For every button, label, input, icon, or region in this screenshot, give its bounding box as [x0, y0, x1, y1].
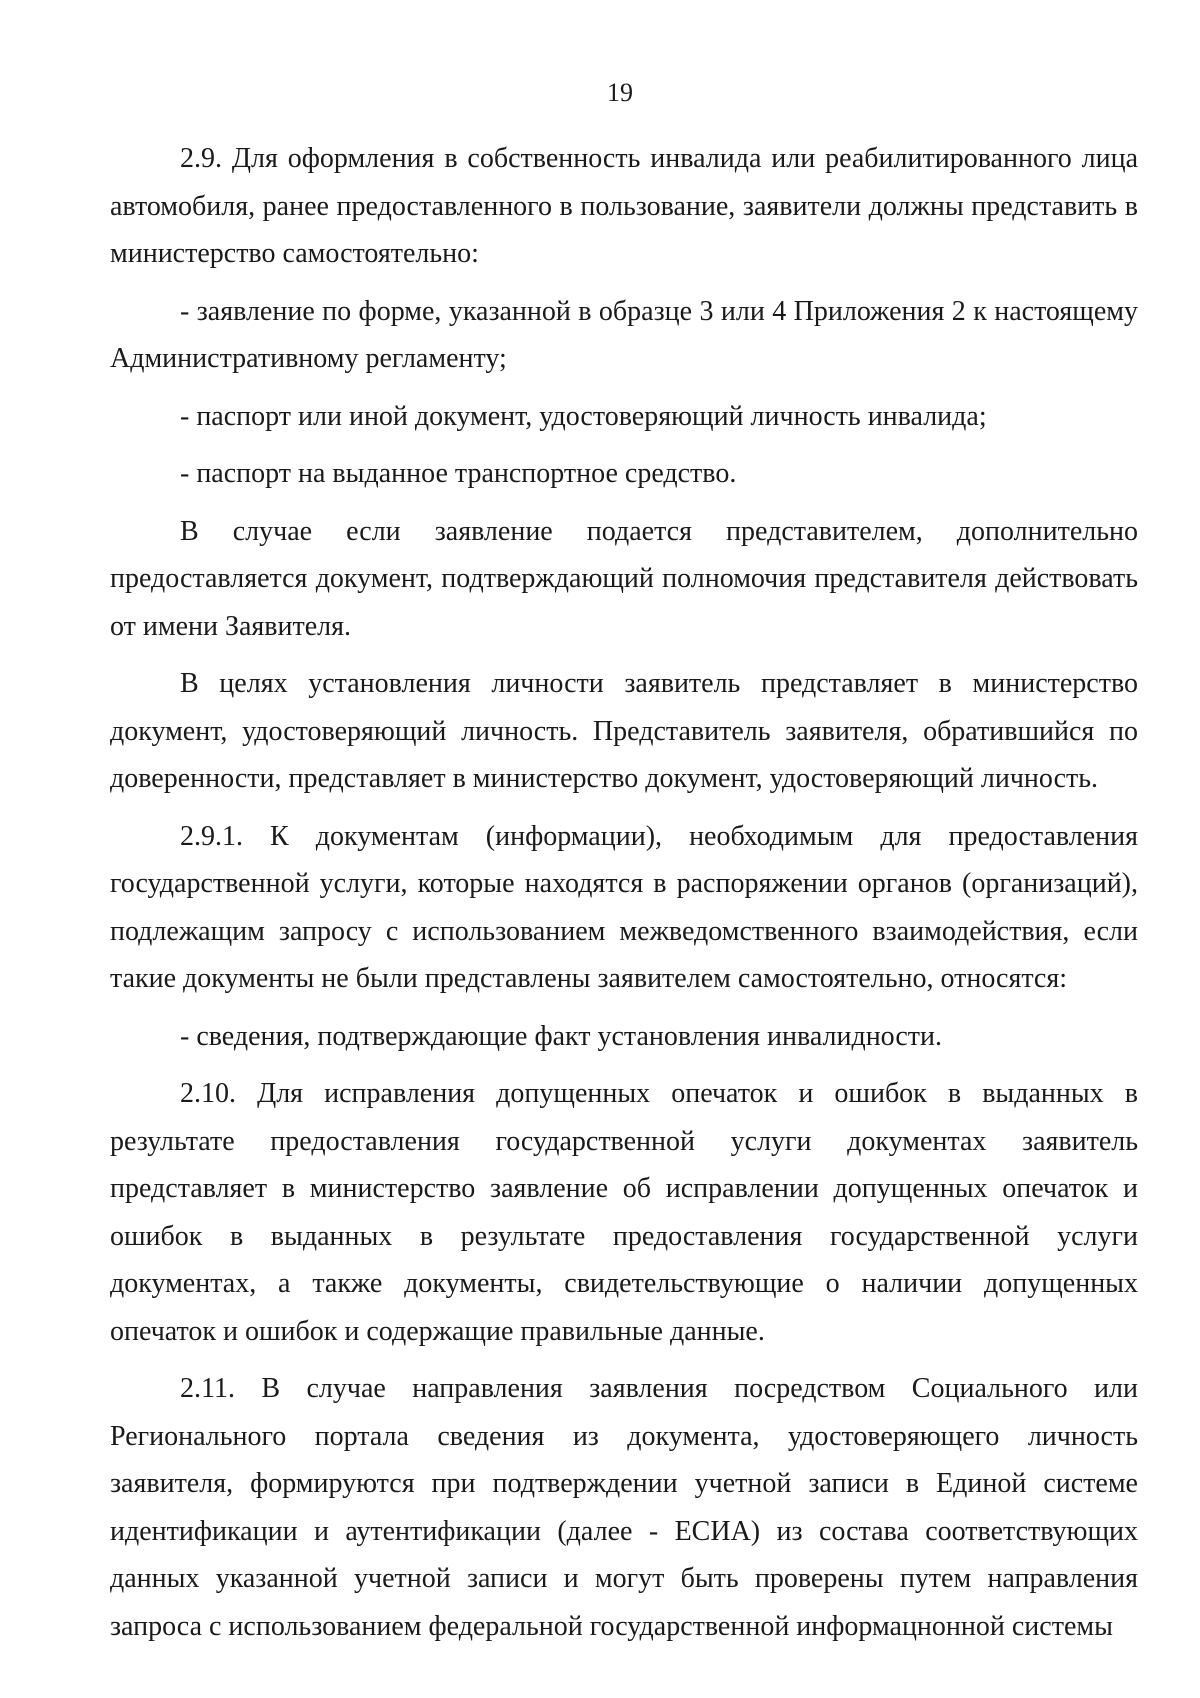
document-body	[110, 135, 1138, 1650]
list-item-passport-identity: - паспорт или иной документ, удостоверяющий личность инвалида;	[180, 400, 987, 432]
paragraph-identity-verification: В целях установления личности заявитель представляет в министерство документ, удостоверяющий личность. Представитель заявителя, обратившийся по доверенности, представляет в министерство документ, удостоверяющий личность.	[110, 668, 1138, 794]
paragraph-representative: В случае если заявление подается представителем, дополнительно предоставляется документ, подтверждающий полномочия представителя действовать от имени Заявителя.	[110, 515, 1138, 642]
paragraph-2-10: 2.10. Для исправления допущенных опечаток и ошибок в выданных в результате предоставления государственной услуги документах заявитель представляет в министерство заявление об исправлении допущенных опечаток и ошибок в выданных в результате предоставления государственной услуги документах, а также документы, свидетельствующие о наличии допущенных опечаток и ошибок и содержащие правильные данные.	[110, 1078, 1138, 1347]
paragraph-2-9: 2.9. Для оформления в собственность инвалида или реабилитированного лица автомобиля, ранее предоставленного в пользование, заявители должны представить в министерство самостоятельно:	[110, 143, 1138, 269]
list-item-vehicle-passport: - паспорт на выданное транспортное средство.	[180, 458, 737, 489]
list-item-disability-info: - сведения, подтверждающие факт установления инвалидности.	[180, 1020, 943, 1052]
paragraph-2-9-1: 2.9.1. К документам (информации), необходимым для предоставления государственной услуги, которые находятся в распоряжении органов (организаций), подлежащим запросу с использованием межведомственного взаимодействия, если такие документы не были представлены заявителем самостоятельно, относятся:	[110, 820, 1138, 994]
list-item-application-form: - заявление по форме, указанной в образце 3 или 4 Приложения 2 к настоящему Административному регламенту;	[110, 295, 1138, 374]
paragraph-2-11: 2.11. В случае направления заявления посредством Социального или Регионального портала сведения из документа, удостоверяющего личность заявителя, формируются при подтверждении учетной записи в Единой системе идентификации и аутентификации (далее - ЕСИА) из состава соответствующих данных указанной учетной записи и могут быть проверены путем направления запроса с использованием федеральной государственной информацнонной системы	[110, 1373, 1138, 1642]
page-number: 19	[607, 78, 633, 107]
